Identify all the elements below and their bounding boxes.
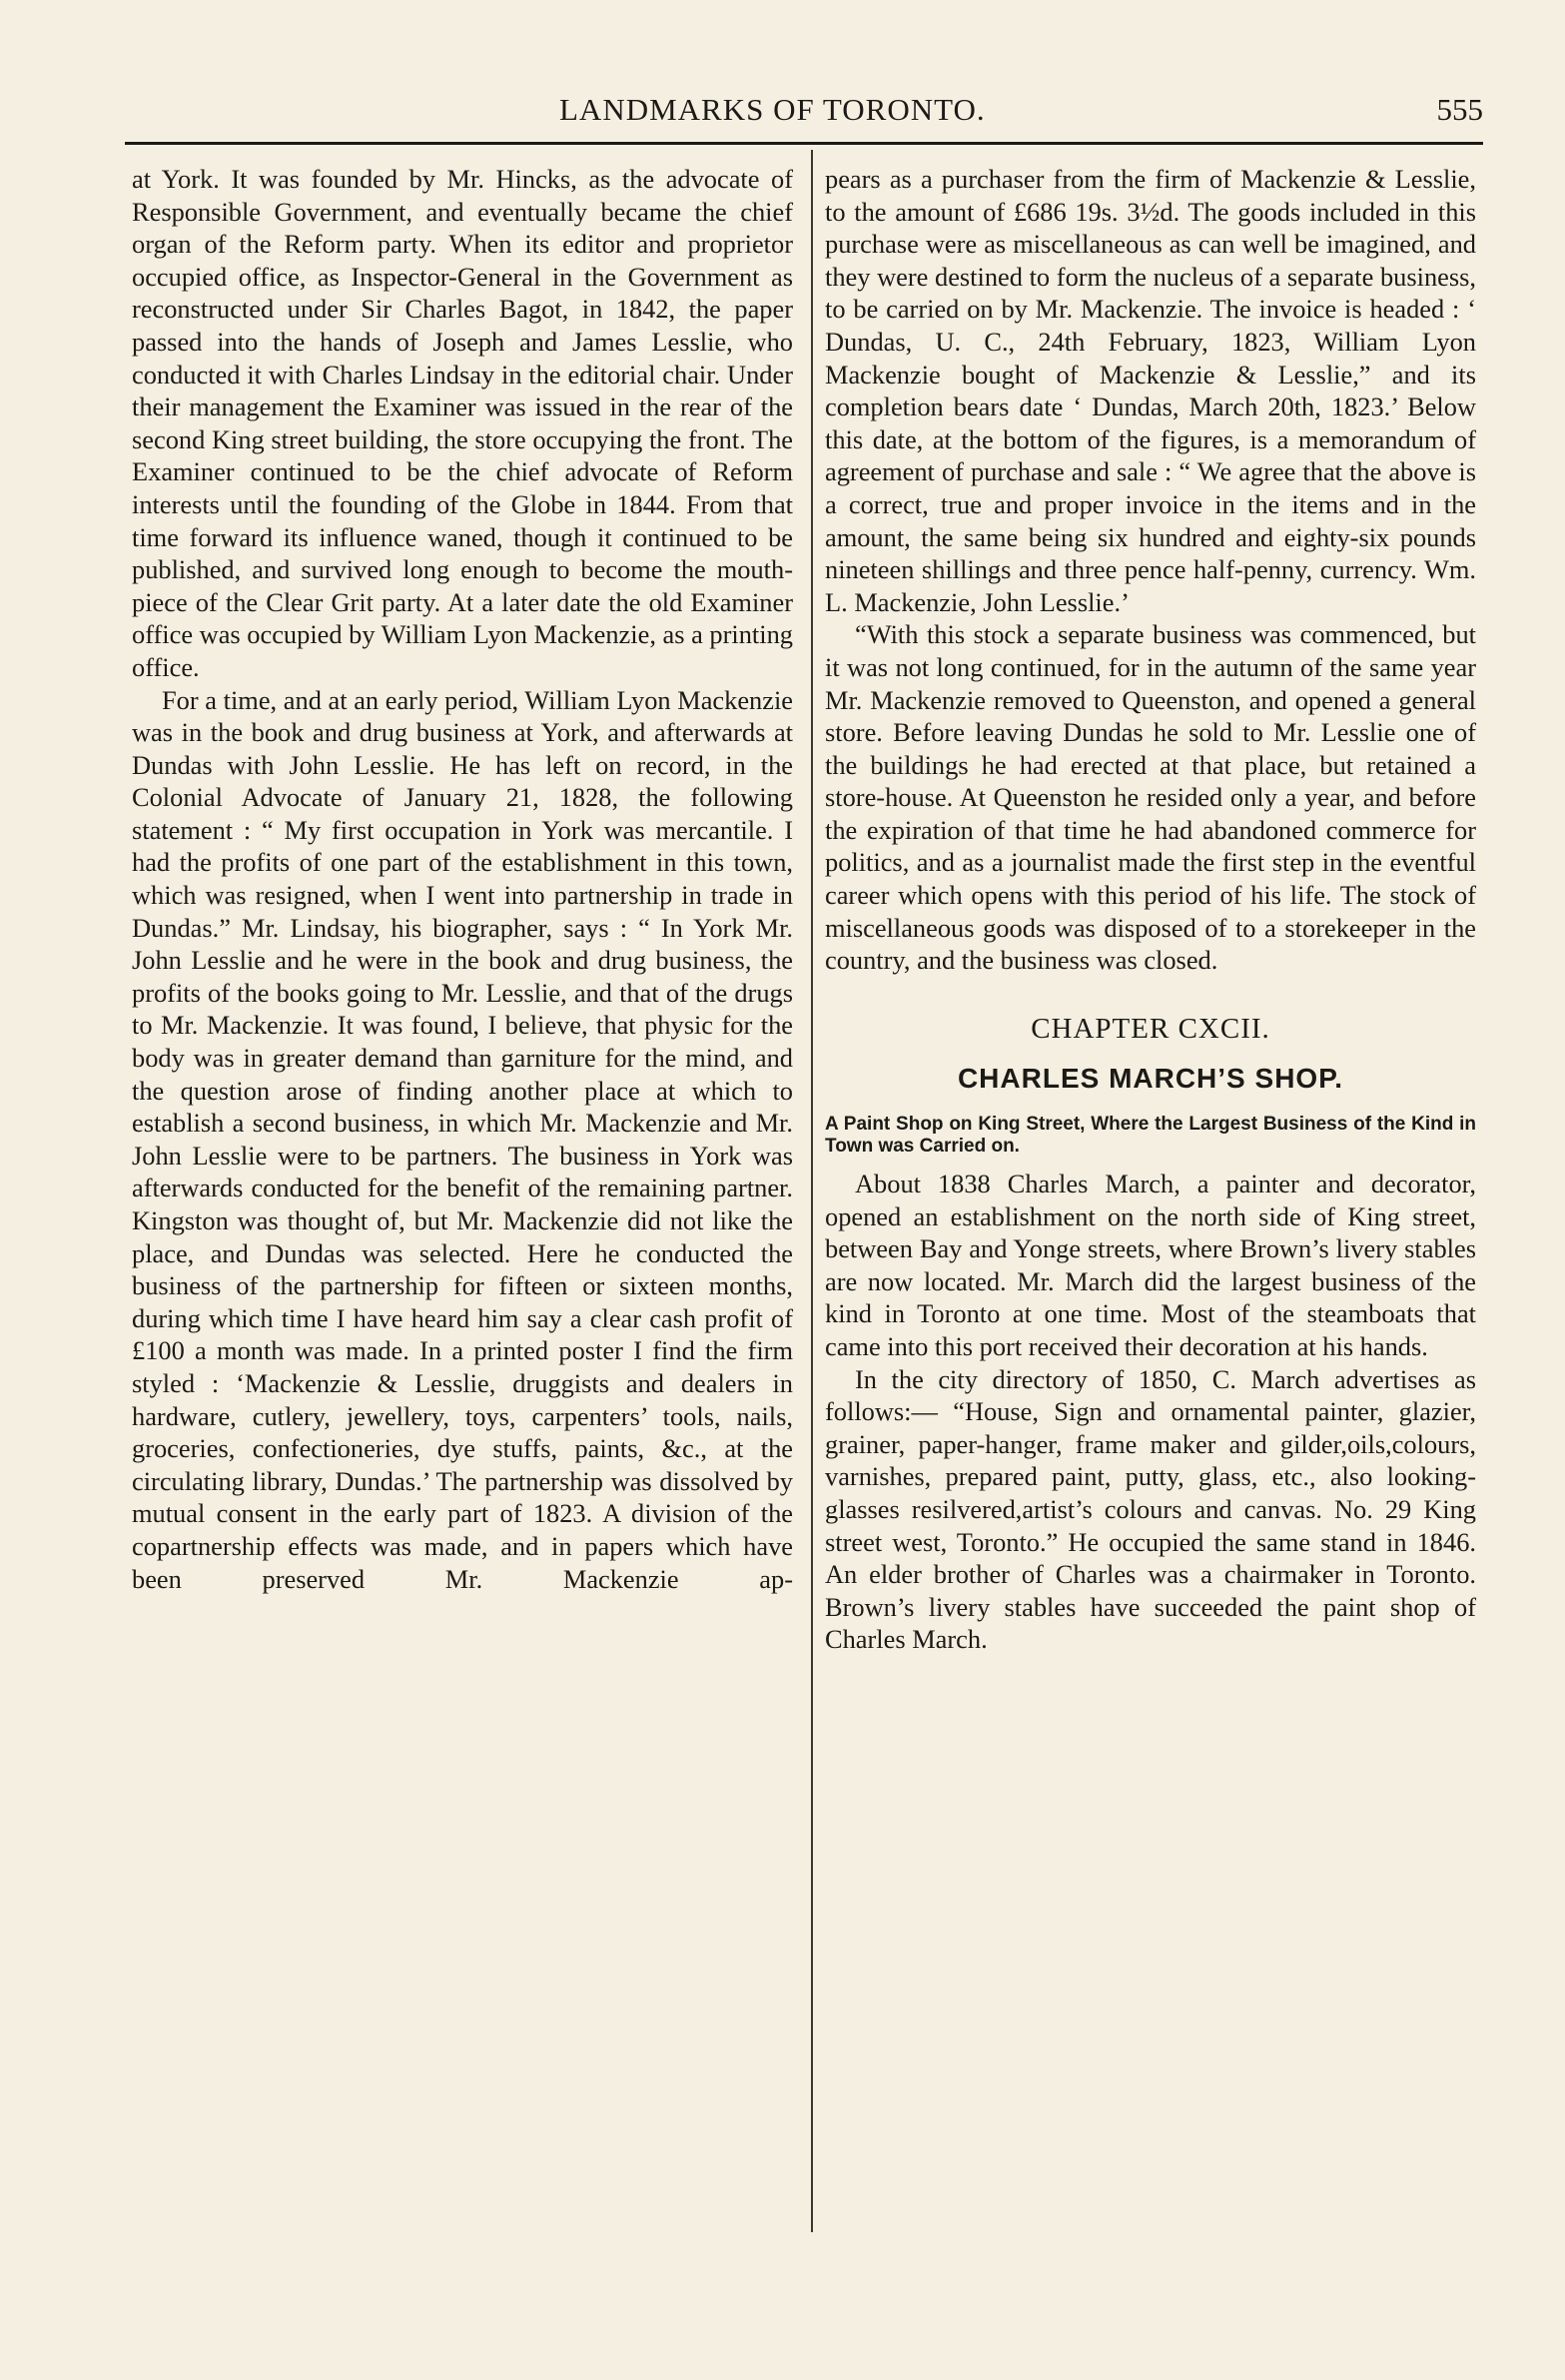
section-title: CHARLES MARCH’S SHOP. [957,1063,1344,1095]
left-column [132,163,793,1595]
page-header [0,92,1565,132]
running-title: LANDMARKS OF TORONTO. [559,92,986,127]
header-rule [125,142,1483,145]
right-column [825,163,1476,1656]
page-number: 555 [1436,92,1483,127]
chapter-title: CHAPTER CXCII. [1031,1012,1270,1045]
right-paragraph-1: pears as a purchaser from the firm of Mackenzie & Lesslie, to the amount of £686 19s. 3½d. The goods included in this purchase were as miscellaneous as can well be imagined, and they were destined to form the nucleus of a separate business, to be carried on by Mr. Mackenzie. The invoice is headed : ‘ Dundas, U. C., 24th February, 1823, William Lyon Mackenzie bought of Mackenzie & Lesslie,” and its completion bears date ‘ Dundas, March 20th, 1823.’ Below this date, at the bottom of the figures, is a memorandum of agreement of purchase and sale : “ We agree that the above is a correct, true and proper invoice in the items and in the amount, the same being six hundred and eighty-six pounds nineteen shillings and three pence half-penny, currency. Wm. L. Mackenzie, John Lesslie.’ [825,164,1476,617]
left-paragraph-1: at York. It was founded by Mr. Hincks, as the advocate of Responsible Government, and eventually became the chief organ of the Reform party. When its editor and proprietor occupied office, as Inspector-General in the Government as reconstructed under Sir Charles Bagot, in 1842, the paper passed into the hands of Joseph and James Lesslie, who conducted it with Charles Lindsay in the editorial chair. Under their management the Examiner was issued in the rear of the second King street building, the store occupying the front. The Examiner continued to be the chief advocate of Reform interests until the founding of the Globe in 1844. From that time forward its influence waned, though it continued to be published, and survived long enough to become the mouth-piece of the Clear Grit party. At a later date the old Examiner office was occupied by William Lyon Mackenzie, as a printing office. [132,164,793,682]
right-paragraph-3: About 1838 Charles March, a painter and decorator, opened an establishment on the north side of King street, between Bay and Yonge streets, where Brown’s livery stables are now located. Mr. March did the largest business of the kind in Toronto at one time. Most of the steamboats that came into this port received their decoration at his hands. [825,1169,1476,1361]
column-divider [811,150,813,2232]
right-paragraph-4: In the city directory of 1850, C. March advertises as follows:— “House, Sign and ornamental painter, glazier, grainer, paper-hanger, frame maker and gilder,oils,colours, varnishes, prepared paint, putty, glass, etc., also looking-glasses resilvered,artist’s colours and canvas. No. 29 King street west, Toronto.” He occupied the same stand in 1846. An elder brother of Charles was a chairmaker in Toronto. Brown’s livery stables have succeeded the paint shop of Charles March. [825,1363,1476,1655]
left-paragraph-2: For a time, and at an early period, William Lyon Mackenzie was in the book and drug business at York, and afterwards at Dundas with John Lesslie. He has left on record, in the Colonial Advocate of January 21, 1828, the following statement : “ My first occupation in York was mercantile. I had the profits of one part of the establishment in this town, which was resigned, when I went into partnership in trade in Dundas.” Mr. Lindsay, his biographer, says : “ In York Mr. John Lesslie and he were in the book and drug business, the profits of the books going to Mr. Lesslie, and that of the drugs to Mr. Mackenzie. It was found, I believe, that physic for the body was in greater demand than garniture for the mind, and the question arose of finding another place at which to establish a second business, in which Mr. Mackenzie and Mr. John Lesslie were to be partners. The business in York was afterwards conducted for the benefit of the remaining partner. Kingston was thought of, but Mr. Mackenzie did not like the place, and Dundas was selected. Here he conducted the business of the partnership for fifteen or sixteen months, during which time I have heard him say a clear cash profit of £100 a month was made. In a printed poster I find the firm styled : ‘Mackenzie & Lesslie, druggists and dealers in hardware, cutlery, jewellery, toys, carpenters’ tools, nails, groceries, confectioneries, dye stuffs, paints, &c., at the circulating library, Dundas.’ The partnership was dissolved by mutual consent in the early part of 1823. A division of the copartnership effects was made, and in papers which have been preserved Mr. Mackenzie ap- [132,684,793,1594]
section-subtitle: A Paint Shop on King Street, Where the Largest Business of the Kind in Town was Carried on. [825,1114,1476,1158]
right-paragraph-2: “With this stock a separate business was commenced, but it was not long continued, for in the autumn of the same year Mr. Mackenzie removed to Queenston, and opened a general store. Before leaving Dundas he sold to Mr. Lesslie one of the buildings he had erected at that place, but retained a store-house. At Queenston he resided only a year, and before the expiration of that time he had abandoned commerce for politics, and as a journalist made the first step in the eventful career which opens with this period of his life. The stock of miscellaneous goods was disposed of to a storekeeper in the country, and the business was closed. [825,619,1476,976]
